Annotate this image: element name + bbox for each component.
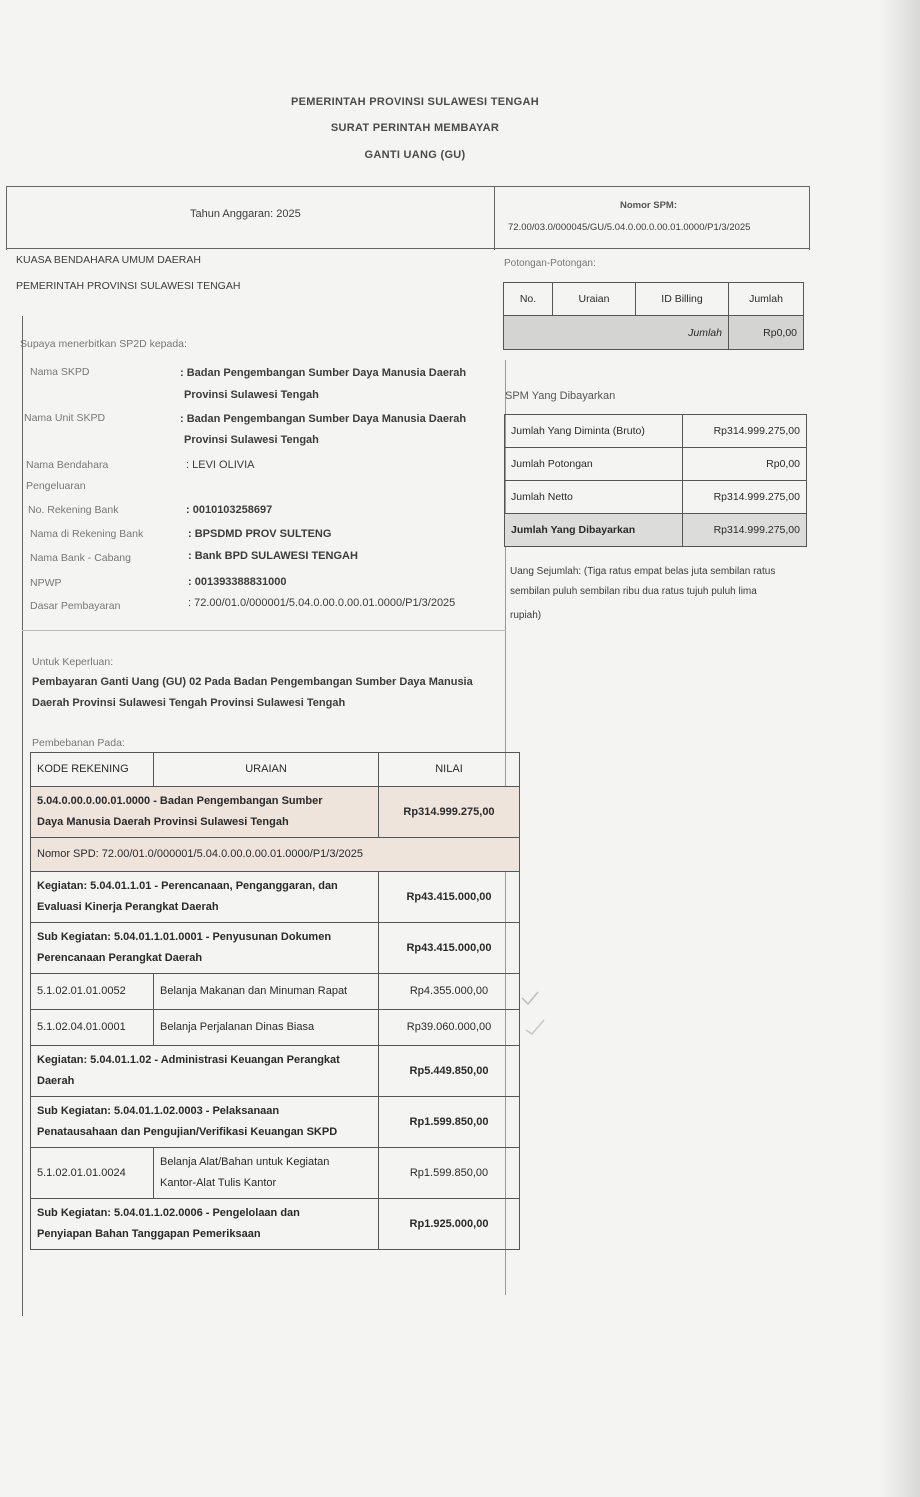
frame-top-line <box>6 186 810 187</box>
value-no-rekening: : 0010103258697 <box>186 504 273 516</box>
potongan-title: Potongan-Potongan: <box>504 258 596 269</box>
potongan-header-jumlah: Jumlah <box>729 283 804 316</box>
label-nama-bendahara: Nama Bendahara <box>26 459 109 471</box>
rekening-row-subkegiatan-3 <box>31 1199 520 1250</box>
rekening-header-row <box>31 753 520 787</box>
kegiatan-1-uraian <box>31 872 379 923</box>
rekening-header-nilai: NILAI <box>379 753 520 787</box>
value-npwp: : 001393388831000 <box>188 576 287 588</box>
value-bendahara: : LEVI OLIVIA <box>186 459 255 471</box>
header-spm-title: SURAT PERINTAH MEMBAYAR <box>330 122 500 134</box>
potongan-total-label: Jumlah <box>504 316 729 350</box>
spm-potongan-value: Rp0,00 <box>683 448 807 481</box>
subkegiatan-2-value: Rp1.599.850,00 <box>379 1097 520 1148</box>
pembebanan-label: Pembebanan Pada: <box>32 737 125 749</box>
frame-mid-divider <box>494 186 495 250</box>
keperluan-line2: Daerah Provinsi Sulawesi Tengah Provinsi Sulawesi Tengah <box>32 697 346 709</box>
frame-right-line <box>809 186 810 250</box>
subkegiatan-2-line2: Penatausahaan dan Pengujian/Verifikasi Keuangan SKPD <box>37 1126 338 1138</box>
item-3-code: 5.1.02.01.01.0024 <box>31 1148 154 1199</box>
label-dasar-pembayaran: Dasar Pembayaran <box>30 600 121 612</box>
spm-row-potongan <box>505 448 807 481</box>
rekening-spd-row <box>31 838 520 872</box>
potongan-total-row <box>504 316 804 350</box>
rekening-skpd-uraian <box>31 787 379 838</box>
label-pengeluaran: Pengeluaran <box>26 480 86 492</box>
potongan-header-no: No. <box>504 283 553 316</box>
rekening-skpd-line2: Daya Manusia Daerah Provinsi Sulawesi Tengah <box>37 816 289 828</box>
kegiatan-2-line1: Kegiatan: 5.04.01.1.02 - Administrasi Keuangan Perangkat <box>37 1054 340 1066</box>
kuasa-line1: KUASA BENDAHARA UMUM DAERAH <box>16 254 201 266</box>
supaya-text: Supaya menerbitkan SP2D kepada: <box>20 338 187 350</box>
rekening-skpd-value: Rp314.999.275,00 <box>379 787 520 838</box>
kegiatan-2-value: Rp5.449.850,00 <box>379 1046 520 1097</box>
spm-row-bruto <box>505 415 807 448</box>
keperluan-line1: Pembayaran Ganti Uang (GU) 02 Pada Badan Pengembangan Sumber Daya Manusia <box>32 676 473 688</box>
spm-dibayarkan-label: Jumlah Yang Dibayarkan <box>505 514 683 547</box>
body-left-line <box>22 316 23 1316</box>
paper-edge-shadow <box>880 0 920 1497</box>
label-no-rekening: No. Rekening Bank <box>28 504 119 516</box>
spm-bruto-value: Rp314.999.275,00 <box>683 415 807 448</box>
potongan-header-uraian: Uraian <box>553 283 636 316</box>
item-3-line2: Kantor-Alat Tulis Kantor <box>160 1177 277 1189</box>
spm-dibayarkan-title: SPM Yang Dibayarkan <box>505 390 616 402</box>
frame-row-line <box>6 248 810 249</box>
subkegiatan-2-uraian <box>31 1097 379 1148</box>
value-unit-skpd-2: Provinsi Sulawesi Tengah <box>184 434 319 446</box>
header-government: PEMERINTAH PROVINSI SULAWESI TENGAH <box>290 96 540 108</box>
keperluan-label: Untuk Keperluan: <box>32 656 114 668</box>
value-nama-rekening: : BPSDMD PROV SULTENG <box>188 528 332 540</box>
subkegiatan-1-line1: Sub Kegiatan: 5.04.01.1.01.0001 - Penyusunan Dokumen <box>37 931 332 943</box>
subkegiatan-3-line2: Penyiapan Bahan Tanggapan Pemeriksaan <box>37 1228 261 1240</box>
spm-dibayarkan-value: Rp314.999.275,00 <box>683 514 807 547</box>
nomor-spm-value: 72.00/03.0/000045/GU/5.04.0.00.0.00.01.0000/P1/3/2025 <box>508 222 751 233</box>
label-nama-unit-skpd: Nama Unit SKPD <box>24 412 106 424</box>
item-1-value: Rp4.355.000,00 <box>379 974 520 1010</box>
label-npwp: NPWP <box>30 577 62 589</box>
value-bank-cabang: : Bank BPD SULAWESI TENGAH <box>188 550 358 562</box>
rekening-table <box>30 752 520 1250</box>
potongan-total-value: Rp0,00 <box>729 316 804 350</box>
terbilang-line2: sembilan puluh sembilan ribu dua ratus tujuh puluh lima <box>510 586 757 597</box>
subkegiatan-3-line1: Sub Kegiatan: 5.04.01.1.02.0006 - Pengelolaan dan <box>37 1207 300 1219</box>
subkegiatan-2-line1: Sub Kegiatan: 5.04.01.1.02.0003 - Pelaksanaan <box>37 1105 280 1117</box>
kegiatan-1-value: Rp43.415.000,00 <box>379 872 520 923</box>
subkegiatan-1-uraian <box>31 923 379 974</box>
spm-row-netto <box>505 481 807 514</box>
tahun-anggaran: Tahun Anggaran: 2025 <box>190 208 301 220</box>
value-nama-skpd-2: Provinsi Sulawesi Tengah <box>184 389 319 401</box>
value-nama-skpd-1: : Badan Pengembangan Sumber Daya Manusia Daerah <box>180 367 467 379</box>
rekening-header-uraian: URAIAN <box>154 753 379 787</box>
value-unit-skpd-1: : Badan Pengembangan Sumber Daya Manusia Daerah <box>180 413 467 425</box>
item-2-uraian: Belanja Perjalanan Dinas Biasa <box>154 1010 379 1046</box>
kegiatan-2-line2: Daerah <box>37 1075 75 1087</box>
rekening-row-item-1 <box>31 974 520 1010</box>
subkegiatan-3-uraian <box>31 1199 379 1250</box>
kegiatan-1-line1: Kegiatan: 5.04.01.1.01 - Perencanaan, Penganggaran, dan <box>37 880 338 892</box>
item-1-code: 5.1.02.01.01.0052 <box>31 974 154 1010</box>
item-3-uraian <box>154 1148 379 1199</box>
item-2-code: 5.1.02.04.01.0001 <box>31 1010 154 1046</box>
rekening-skpd-row <box>31 787 520 838</box>
rekening-row-kegiatan-1 <box>31 872 520 923</box>
value-dasar-pembayaran: : 72.00/01.0/000001/5.04.0.00.0.00.01.0000/P1/3/2025 <box>188 597 456 609</box>
rekening-nomor-spd: Nomor SPD: 72.00/01.0/000001/5.04.0.00.0.00.01.0000/P1/3/2025 <box>31 838 520 872</box>
subkegiatan-1-value: Rp43.415.000,00 <box>379 923 520 974</box>
rekening-row-subkegiatan-1 <box>31 923 520 974</box>
spm-bruto-label: Jumlah Yang Diminta (Bruto) <box>505 415 683 448</box>
spm-netto-value: Rp314.999.275,00 <box>683 481 807 514</box>
spm-row-dibayarkan <box>505 514 807 547</box>
terbilang-line3: rupiah) <box>510 610 542 621</box>
nomor-spm-label: Nomor SPM: <box>620 200 677 211</box>
kuasa-line2: PEMERINTAH PROVINSI SULAWESI TENGAH <box>16 280 241 292</box>
label-bank-cabang: Nama Bank - Cabang <box>30 552 131 564</box>
kegiatan-1-line2: Evaluasi Kinerja Perangkat Daerah <box>37 901 219 913</box>
spm-dibayarkan-table <box>504 414 807 547</box>
label-nama-rekening: Nama di Rekening Bank <box>30 528 144 540</box>
item-2-value: Rp39.060.000,00 <box>379 1010 520 1046</box>
spm-potongan-label: Jumlah Potongan <box>505 448 683 481</box>
item-3-line1: Belanja Alat/Bahan untuk Kegiatan <box>160 1156 330 1168</box>
label-nama-skpd: Nama SKPD <box>30 366 90 378</box>
terbilang-line1: Uang Sejumlah: (Tiga ratus empat belas juta sembilan ratus <box>510 566 776 577</box>
section-divider <box>22 630 506 631</box>
rekening-skpd-line1: 5.04.0.00.0.00.01.0000 - Badan Pengembangan Sumber <box>37 795 323 807</box>
item-3-value: Rp1.599.850,00 <box>379 1148 520 1199</box>
subkegiatan-1-line2: Perencanaan Perangkat Daerah <box>37 952 203 964</box>
item-1-uraian: Belanja Makanan dan Minuman Rapat <box>154 974 379 1010</box>
rekening-header-kode: KODE REKENING <box>31 753 154 787</box>
potongan-header-id-billing: ID Billing <box>636 283 729 316</box>
pen-checkmark-marks <box>520 990 560 1040</box>
header-gu: GANTI UANG (GU) <box>364 149 466 161</box>
spm-netto-label: Jumlah Netto <box>505 481 683 514</box>
rekening-row-item-2 <box>31 1010 520 1046</box>
potongan-header-row <box>504 283 804 316</box>
frame-left-line <box>6 186 7 250</box>
rekening-row-subkegiatan-2 <box>31 1097 520 1148</box>
potongan-table <box>503 282 804 350</box>
subkegiatan-3-value: Rp1.925.000,00 <box>379 1199 520 1250</box>
kegiatan-2-uraian <box>31 1046 379 1097</box>
rekening-row-item-3 <box>31 1148 520 1199</box>
rekening-row-kegiatan-2 <box>31 1046 520 1097</box>
